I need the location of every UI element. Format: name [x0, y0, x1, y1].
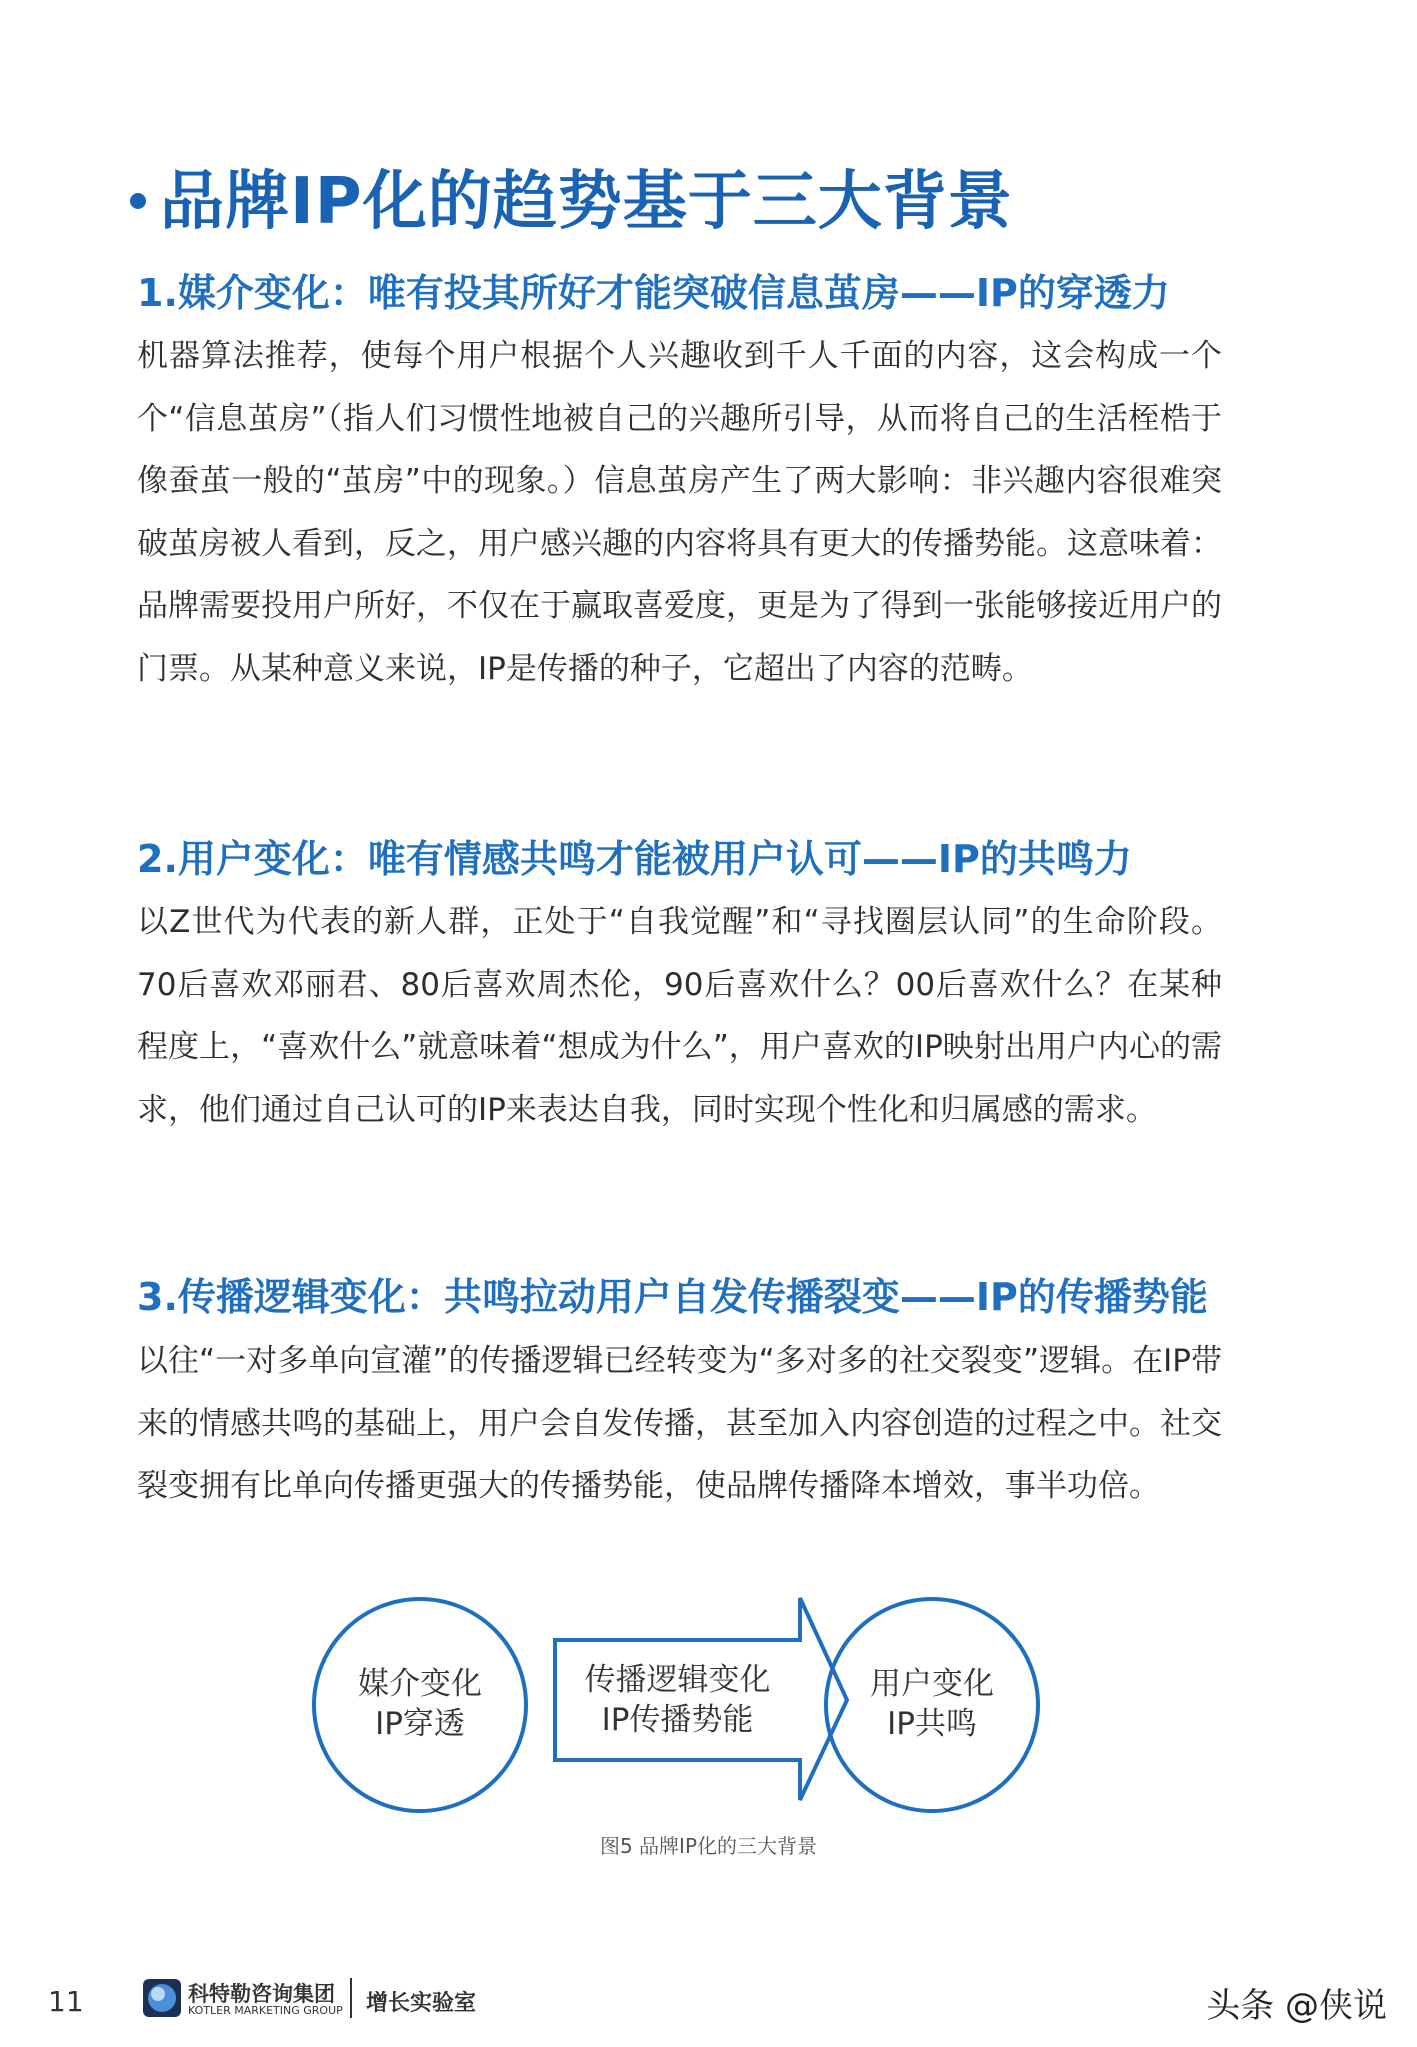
page-title-text: 品牌IP化的趋势基于三大背景 — [160, 165, 1013, 239]
section-body-2: 以Z世代为代表的新人群，正处于“自我觉醒”和“寻找圈层认同”的生命阶段。70后喜欢邓丽君、80后喜欢周杰伦，90后喜欢什么？00后喜欢什么？在某种程度上，“喜欢什么”就意味着“想成为什么”，用户喜欢的IP映射出用户内心的需求，他们通过自己认可的IP来表达自我，同时实现个性化和归属感的需求。 — [137, 904, 1222, 1128]
page-title — [130, 150, 1013, 242]
growth-lab-label: 增长实验室 — [366, 1991, 477, 2016]
footer-divider — [350, 1978, 352, 2018]
propagation-change-label: 传播逻辑变化 IP传播势能 — [584, 1662, 771, 1738]
section-body-3: 以往“一对多单向宣灌”的传播逻辑已经转变为“多对多的社交裂变”逻辑。在IP带来的情感共鸣的基础上，用户会自发传播，甚至加入内容创造的过程之中。社交裂变拥有比单向传播更强大的传播势能，使品牌传播降本增效，事半功倍。 — [137, 1343, 1222, 1504]
figure-caption: 图5 品牌IP化的三大背景 — [599, 1834, 818, 1858]
three-backgrounds-diagram — [300, 1590, 1060, 1830]
bullet-dot-icon — [130, 193, 146, 209]
media-change-label: 媒介变化 IP穿透 — [358, 1666, 482, 1742]
page-number: 11 — [48, 1985, 84, 2018]
section-heading-3: 3.传播逻辑变化：共鸣拉动用户自发传播裂变——IP的传播势能 — [137, 1275, 1208, 1319]
watermark: 头条 @侠说 — [1206, 1986, 1387, 2026]
logo-english-name: KOTLER MARKETING GROUP — [188, 2004, 343, 2017]
user-change-label: 用户变化 IP共鸣 — [870, 1666, 994, 1742]
kotler-logo-icon — [142, 1978, 182, 2018]
logo-chinese-name: 科特勒咨询集团 — [188, 1982, 335, 2006]
section-heading-1: 1.媒介变化：唯有投其所好才能突破信息茧房——IP的穿透力 — [137, 271, 1170, 315]
section-body-1: 机器算法推荐，使每个用户根据个人兴趣收到千人千面的内容，这会构成一个个“信息茧房”（指人们习惯性地被自己的兴趣所引导，从而将自己的生活桎梏于像蚕茧一般的“茧房”中的现象。）信息茧房产生了两大影响：非兴趣内容很难突破茧房被人看到，反之，用户感兴趣的内容将具有更大的传播势能。这意味着：品牌需要投用户所好，不仅在于赢取喜爱度，更是为了得到一张能够接近用户的门票。从某种意义来说，IP是传播的种子，它超出了内容的范畴。 — [137, 338, 1222, 687]
section-heading-2: 2.用户变化：唯有情感共鸣才能被用户认可——IP的共鸣力 — [137, 837, 1132, 881]
